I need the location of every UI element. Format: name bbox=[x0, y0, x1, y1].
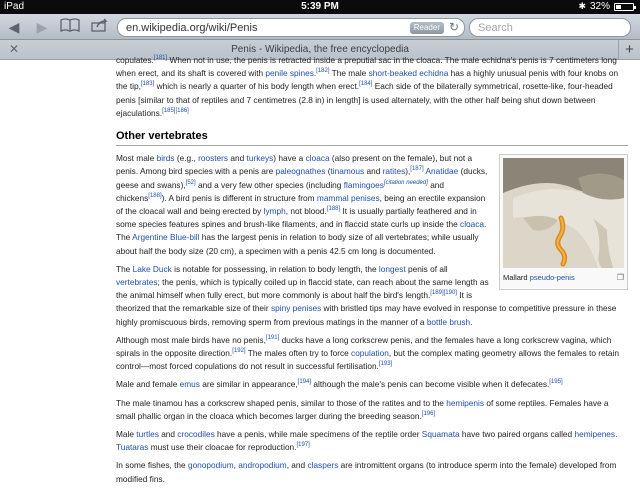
text-run: ) have a bbox=[273, 153, 306, 164]
bluetooth-icon: ✱ bbox=[578, 1, 586, 11]
text-run: . The bbox=[116, 219, 487, 243]
text-run: Most male bbox=[116, 153, 157, 164]
wiki-link[interactable]: short-beaked echidna bbox=[368, 68, 449, 79]
article-body bbox=[116, 54, 628, 491]
share-arrow-icon bbox=[91, 18, 109, 32]
tab-title[interactable]: Penis - Wikipedia, the free encyclopedia bbox=[231, 44, 409, 55]
enlarge-icon[interactable]: ❐ bbox=[616, 273, 624, 283]
text-run: have a penis, while male specimens of the reptile order bbox=[214, 429, 422, 440]
wiki-link[interactable]: ratites bbox=[382, 166, 406, 177]
text-run: penis of all bbox=[405, 263, 448, 274]
text-run: Although most male birds have no penis, bbox=[116, 334, 266, 345]
text-run: In some fishes, the bbox=[116, 460, 188, 471]
status-clock: 5:39 PM bbox=[301, 1, 339, 12]
citation-ref[interactable]: [192] bbox=[232, 348, 246, 355]
search-placeholder: Search bbox=[478, 22, 513, 34]
text-run: (e.g., bbox=[174, 153, 199, 164]
wiki-link[interactable]: hemipenes bbox=[574, 429, 616, 440]
text-run: , being an erectile expansion of the cloacal wall and being erected by bbox=[116, 192, 486, 217]
address-bar[interactable] bbox=[117, 18, 465, 37]
citation-ref[interactable]: [195] bbox=[549, 379, 563, 386]
text-run: ( bbox=[325, 166, 331, 177]
text-run: Male and female bbox=[116, 379, 180, 390]
text-run: , and bbox=[286, 460, 308, 471]
paragraph bbox=[116, 428, 628, 454]
citation-ref[interactable]: [197] bbox=[296, 442, 310, 449]
text-run: are intromittent organs (to introduce sperm into the female) developed from modified fins. bbox=[116, 460, 617, 484]
citation-ref[interactable]: [181] bbox=[153, 55, 168, 62]
citation-needed[interactable]: [citation needed] bbox=[383, 179, 428, 186]
text-run: . bbox=[615, 429, 618, 440]
text-run: . bbox=[313, 68, 317, 79]
text-run: Each side of the bilaterally symmetrical, rosette-like, four-headed penis [similar to that of reptiles and 7 centimetres (2.8 in) in length] is used alternately, with the other half being shut down between ejaculations. bbox=[116, 81, 613, 118]
text-run: and bbox=[228, 153, 247, 164]
caption-text: Mallard bbox=[503, 273, 530, 283]
wiki-link[interactable]: andropodium bbox=[238, 460, 287, 471]
text-run: with bristled tips may have evolved in response to competitive pressure in these highly promiscuous birds, removing sperm from previous matings in the manner of a bbox=[116, 303, 617, 327]
text-run: The males often try to force bbox=[245, 348, 352, 359]
text-run: which is nearly a quarter of his body length when erect. bbox=[154, 81, 360, 92]
reader-button[interactable]: Reader bbox=[410, 22, 444, 34]
wiki-link[interactable]: hemipenis bbox=[446, 397, 485, 408]
text-run: ducks have a long corkscrew penis, and the females have a long corkscrew vagina, which spirals in the opposite direction. bbox=[116, 334, 612, 359]
text-run: copulates. bbox=[116, 55, 154, 65]
status-bar bbox=[0, 0, 640, 14]
wiki-link[interactable]: spiny penises bbox=[270, 303, 322, 314]
wiki-link[interactable]: bottle brush bbox=[426, 316, 471, 327]
wiki-link[interactable]: crocodiles bbox=[177, 429, 215, 440]
text-run: and bbox=[364, 166, 383, 177]
mallard-image[interactable] bbox=[503, 158, 624, 268]
text-run: although the male's penis can become visible when it defecates. bbox=[311, 379, 550, 390]
page-content[interactable] bbox=[0, 55, 640, 484]
wiki-link[interactable]: paleognathes bbox=[275, 166, 326, 177]
wiki-link[interactable]: emus bbox=[179, 379, 200, 390]
wiki-link[interactable]: cloaca bbox=[460, 219, 485, 230]
citation-ref[interactable]: [183] bbox=[140, 81, 155, 88]
text-run: The male tinamou has a corkscrew shaped penis, similar to those of the ratites and to the bbox=[116, 397, 447, 408]
citation-ref[interactable]: [193] bbox=[378, 361, 393, 368]
citation-ref[interactable]: [188] bbox=[148, 193, 162, 200]
citation-ref[interactable]: [184] bbox=[359, 81, 373, 88]
caption-link[interactable]: pseudo-penis bbox=[529, 273, 575, 283]
wiki-link[interactable]: birds bbox=[156, 153, 175, 164]
wiki-link[interactable]: longest bbox=[378, 263, 406, 274]
text-run: ), bbox=[405, 166, 411, 177]
text-run: (also present on the female), but not a penis. Among bird species with a penis are bbox=[116, 153, 473, 177]
reload-icon[interactable]: ↻ bbox=[448, 20, 459, 34]
wiki-link[interactable]: Argentine Blue-bill bbox=[132, 232, 200, 243]
text-run: , but the complex mating geometry allows the females to retain control—most forced copulations do not result in successful fertilisation. bbox=[116, 348, 619, 372]
wiki-link[interactable]: vertebrates bbox=[116, 277, 158, 288]
text-run: When not in use, the penis is retracted inside a preputial sac in the cloaca. The male echidna's penis is 7 centimeters long when erect, and its shaft is covered with bbox=[116, 55, 617, 79]
text-run: has a highly unusual penis with four knobs on the tip, bbox=[116, 68, 619, 92]
citation-ref[interactable]: [194] bbox=[297, 379, 312, 386]
citation-ref[interactable]: [186] bbox=[175, 108, 189, 115]
browser-toolbar bbox=[0, 14, 640, 40]
wiki-link[interactable]: Anatidae bbox=[425, 166, 459, 177]
text-run: of some reptiles. Females have a small phallic organ in the cloaca which becomes larger during the breeding season. bbox=[116, 397, 609, 421]
wiki-link[interactable]: cloaca bbox=[305, 153, 330, 164]
text-run: . bbox=[470, 316, 473, 327]
url-text: en.wikipedia.org/wiki/Penis bbox=[126, 22, 258, 34]
text-run: and a very few other species (including bbox=[195, 179, 344, 190]
text-run: is notable for possessing, in relation to body length, the bbox=[171, 263, 379, 274]
battery-percent: 32% bbox=[589, 1, 610, 12]
device-label: iPad bbox=[4, 1, 25, 12]
text-run: (ducks, geese and swans), bbox=[116, 166, 488, 190]
citation-ref[interactable]: [191] bbox=[265, 335, 280, 342]
new-tab-button[interactable]: + bbox=[618, 40, 640, 60]
search-field[interactable] bbox=[469, 18, 631, 37]
wiki-link[interactable]: tinamous bbox=[330, 166, 365, 177]
bookmarks-icon[interactable] bbox=[59, 18, 81, 36]
open-book-icon bbox=[60, 18, 80, 32]
wiki-link[interactable]: gonopodium bbox=[187, 460, 234, 471]
paragraph bbox=[116, 397, 628, 423]
text-run: has the largest penis in relation to body size of all vertebrates; while usually about half the body size (20 cm), a specimen with a penis 42.5 cm long is documented. bbox=[116, 232, 479, 256]
citation-ref[interactable]: [190] bbox=[443, 290, 457, 297]
wiki-link[interactable]: penile spines bbox=[265, 68, 314, 79]
wiki-link[interactable]: copulation bbox=[351, 348, 389, 359]
wiki-link[interactable]: Lake Duck bbox=[132, 263, 172, 274]
text-run: ; the penis, which is typically coiled up in flaccid state, can reach about the same length as the animal himself when fully erect, but more commonly is about half the bird's length. bbox=[116, 277, 489, 301]
paragraph bbox=[116, 334, 628, 374]
text-run: It is theorized that the remarkable size of their bbox=[116, 290, 473, 314]
citation-ref[interactable]: [188] bbox=[326, 206, 341, 213]
citation-ref[interactable]: [187] bbox=[410, 166, 424, 173]
text-run: The male bbox=[329, 68, 369, 79]
text-run: and chickens bbox=[116, 179, 445, 203]
wiki-link[interactable]: Tuataras bbox=[116, 442, 149, 453]
battery-icon bbox=[614, 3, 634, 11]
citation-ref[interactable]: [182] bbox=[316, 68, 330, 75]
wiki-link[interactable]: turkeys bbox=[246, 153, 274, 164]
back-icon[interactable]: ◀ bbox=[8, 19, 20, 35]
text-run: are similar in appearance, bbox=[199, 379, 298, 390]
text-run: , not blood. bbox=[285, 206, 327, 217]
wiki-link[interactable]: Squamata bbox=[421, 429, 460, 440]
section-heading: Other vertebrates bbox=[116, 130, 628, 146]
paragraph bbox=[116, 459, 628, 485]
text-run: must use their cloacae for reproduction. bbox=[148, 442, 297, 453]
text-run: ). A bird penis is different in structure from bbox=[161, 192, 317, 203]
wiki-link[interactable]: mammal penises bbox=[316, 192, 380, 203]
wiki-link[interactable]: roosters bbox=[198, 153, 229, 164]
mallard-photo bbox=[503, 158, 624, 268]
citation-ref[interactable]: [189] bbox=[430, 290, 444, 297]
text-run: It is usually partially feathered and in some species features spines and brush-like filaments, and in flaccid state curls up inside the bbox=[116, 206, 477, 230]
battery-fill bbox=[616, 5, 621, 9]
citation-ref[interactable]: [185] bbox=[162, 108, 176, 115]
citation-ref[interactable]: [52] bbox=[185, 179, 196, 186]
text-run: and bbox=[158, 429, 178, 440]
status-right bbox=[578, 1, 634, 12]
figure-caption bbox=[503, 271, 624, 284]
forward-icon[interactable]: ▶ bbox=[36, 19, 48, 35]
text-run: , bbox=[233, 460, 239, 471]
text-run: Male bbox=[116, 429, 137, 440]
wiki-link[interactable]: lymph bbox=[263, 206, 286, 217]
figure bbox=[499, 154, 628, 290]
paragraph bbox=[116, 378, 628, 391]
close-tab-icon[interactable]: ✕ bbox=[9, 42, 20, 56]
wiki-link[interactable]: turtles bbox=[136, 429, 159, 440]
text-run: have two paired organs called bbox=[459, 429, 575, 440]
wiki-link[interactable]: claspers bbox=[307, 460, 339, 471]
citation-ref[interactable]: [196] bbox=[421, 411, 436, 418]
paragraph bbox=[116, 54, 628, 120]
share-icon[interactable] bbox=[90, 18, 110, 36]
text-run: The bbox=[116, 263, 133, 274]
wiki-link[interactable]: flamingoes bbox=[343, 179, 384, 190]
